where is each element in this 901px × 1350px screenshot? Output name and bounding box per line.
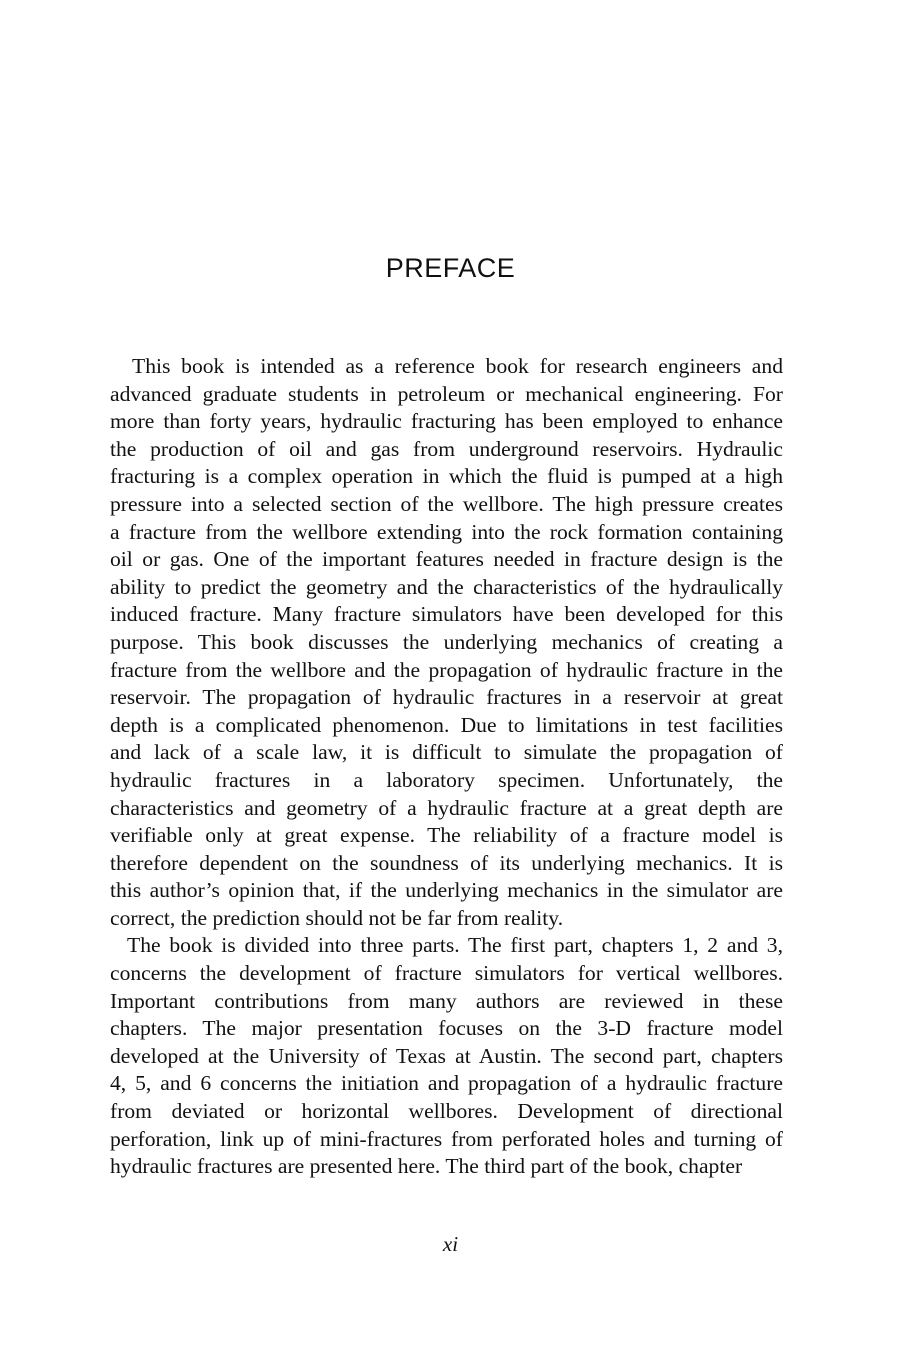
- text-line: hydraulic fractures in a laboratory specimen. Unfortunately, the: [110, 767, 783, 792]
- text-line: The book is divided into three parts. The first part, chapters 1, 2 and 3,: [127, 933, 783, 958]
- text-line: This book is intended as a reference book for research engineers and: [132, 354, 783, 378]
- text-line: concerns the development of fracture simulators for vertical wellbores.: [110, 961, 783, 986]
- text-line: depth is a complicated phenomenon. Due to limitations in test facilities: [110, 712, 783, 737]
- text-line: induced fracture. Many fracture simulators have been developed for this: [110, 602, 783, 627]
- text-line: oil or gas. One of the important features needed in fracture design is the: [110, 547, 783, 572]
- text-line: hydraulic fractures are presented here. The third part of the book, chapter: [110, 1154, 743, 1179]
- page-number: xi: [442, 1232, 459, 1256]
- text-line: this author’s opinion that, if the underlying mechanics in the simulator are: [110, 878, 783, 903]
- text-line: correct, the prediction should not be far from reality.: [110, 905, 564, 930]
- text-line: more than forty years, hydraulic fracturing has been employed to enhance: [110, 409, 783, 434]
- text-line: perforation, link up of mini-fractures from perforated holes and turning of: [110, 1126, 783, 1151]
- text-line: fracturing is a complex operation in which the fluid is pumped at a high: [110, 464, 783, 489]
- page-title: PREFACE: [385, 253, 516, 283]
- text-line: the production of oil and gas from underground reservoirs. Hydraulic: [110, 436, 783, 461]
- text-line: from deviated or horizontal wellbores. Development of directional: [110, 1099, 783, 1124]
- preface-body: [110, 353, 783, 1181]
- text-line: developed at the University of Texas at Austin. The second part, chapters: [110, 1043, 783, 1068]
- text-line: a fracture from the wellbore extending into the rock formation containing: [110, 519, 783, 544]
- text-line: reservoir. The propagation of hydraulic fractures in a reservoir at great: [110, 685, 783, 710]
- text-line: 4, 5, and 6 concerns the initiation and propagation of a hydraulic fracture: [110, 1071, 783, 1096]
- text-line: fracture from the wellbore and the propagation of hydraulic fracture in the: [110, 657, 783, 682]
- text-line: and lack of a scale law, it is difficult to simulate the propagation of: [110, 740, 783, 765]
- text-line: ability to predict the geometry and the characteristics of the hydraulically: [110, 574, 783, 599]
- text-line: Important contributions from many authors are reviewed in these: [110, 988, 783, 1013]
- text-line: therefore dependent on the soundness of its underlying mechanics. It is: [110, 850, 783, 875]
- text-line: characteristics and geometry of a hydraulic fracture at a great depth are: [110, 795, 783, 820]
- text-line: verifiable only at great expense. The reliability of a fracture model is: [110, 823, 783, 848]
- text-line: chapters. The major presentation focuses on the 3-D fracture model: [110, 1016, 783, 1041]
- text-line: advanced graduate students in petroleum or mechanical engineering. For: [110, 381, 783, 406]
- text-line: purpose. This book discusses the underlying mechanics of creating a: [110, 629, 783, 654]
- text-line: pressure into a selected section of the wellbore. The high pressure creates: [110, 491, 783, 516]
